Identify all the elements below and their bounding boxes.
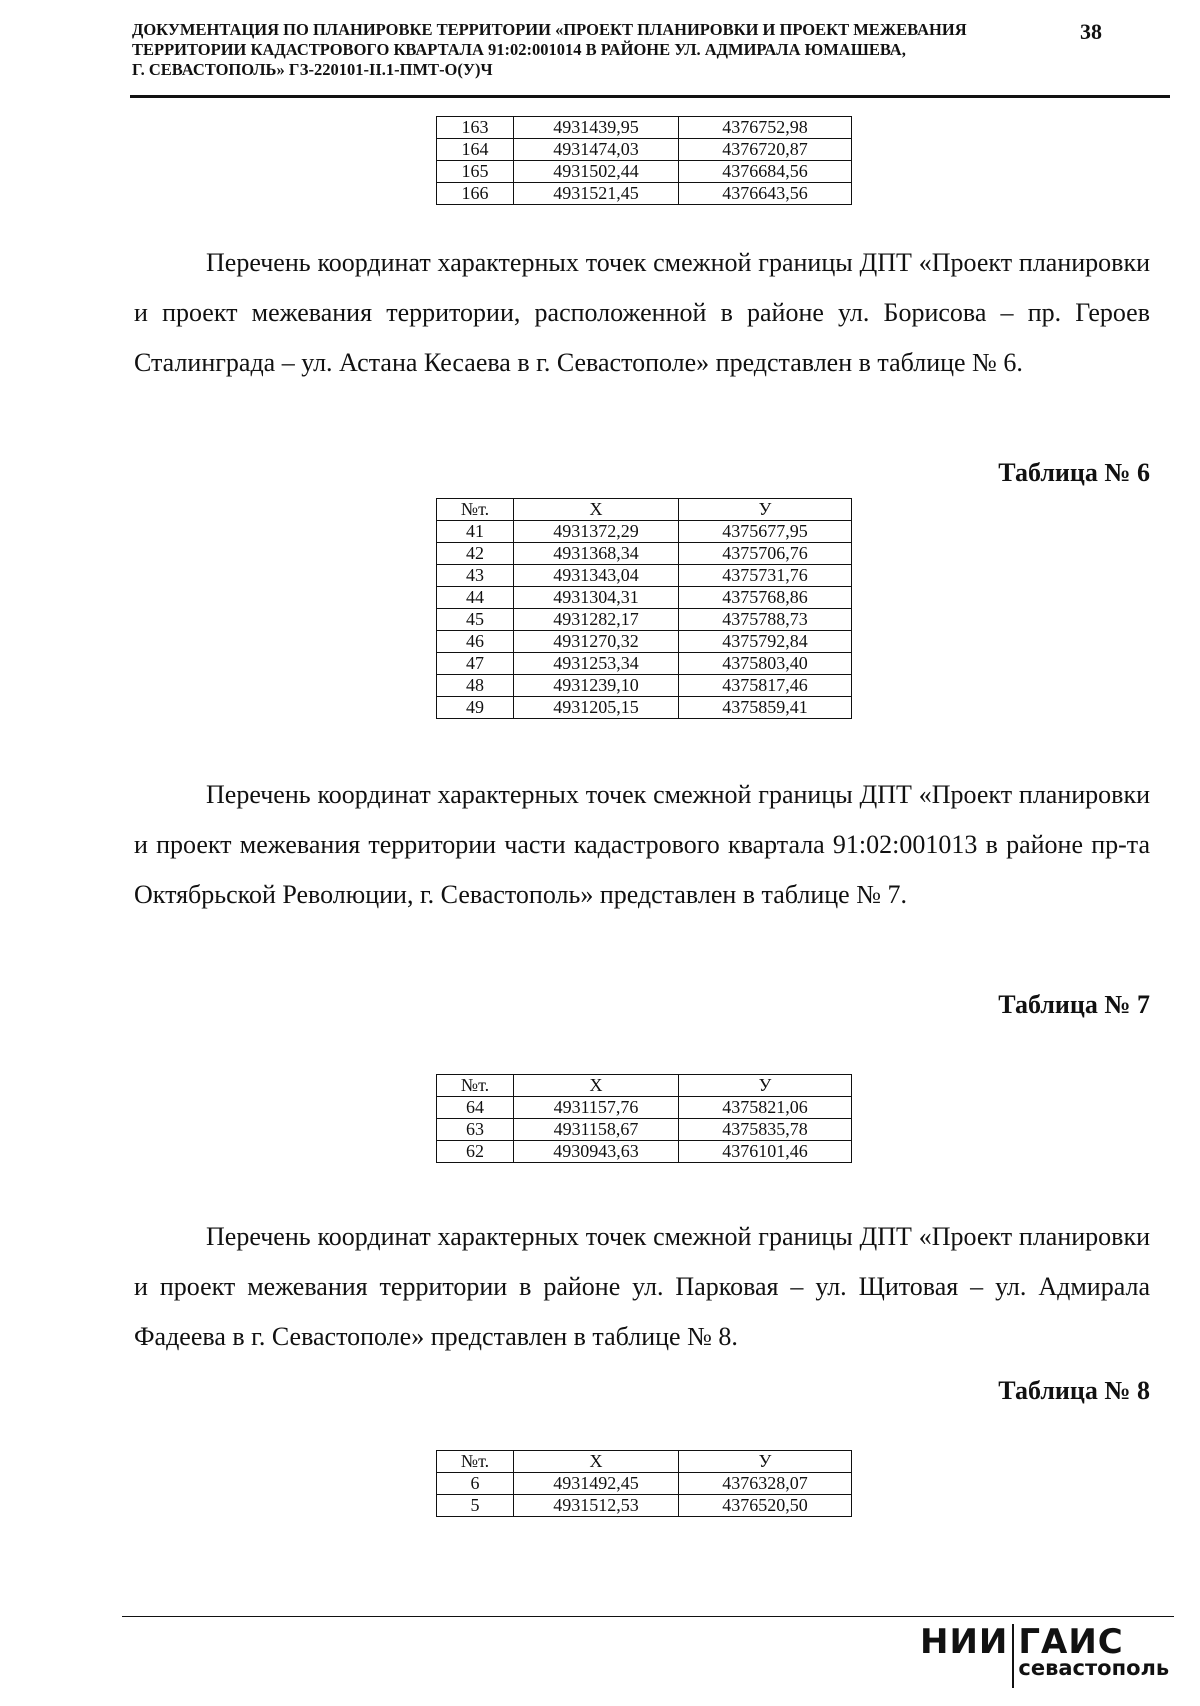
table-cell: 4930943,63: [514, 1141, 679, 1163]
table-header-cell: X: [514, 1075, 679, 1097]
header-title-line-1: ДОКУМЕНТАЦИЯ ПО ПЛАНИРОВКЕ ТЕРРИТОРИИ «ПРОЕКТ ПЛАНИРОВКИ И ПРОЕКТ МЕЖЕВАНИЯ: [132, 20, 967, 39]
footer-divider: [122, 1616, 1174, 1617]
table-row: [437, 609, 852, 631]
table-cell: 4931372,29: [514, 521, 679, 543]
document-header: [132, 20, 1102, 80]
table-cell: 4376328,07: [679, 1473, 852, 1495]
table-cell: 49: [437, 697, 514, 719]
table-row: [437, 1141, 852, 1163]
table-cell: 4931492,45: [514, 1473, 679, 1495]
table-cell: 4931502,44: [514, 161, 679, 183]
table-6: [436, 498, 852, 719]
table-cell: 4931343,04: [514, 565, 679, 587]
table-6-caption: Таблица № 6: [998, 458, 1150, 487]
table-cell: 4931253,34: [514, 653, 679, 675]
table-cell: 4931439,95: [514, 117, 679, 139]
logo-text-right: ГАИС: [1018, 1622, 1124, 1662]
table-row: [437, 1473, 852, 1495]
table-cell: 4931304,31: [514, 587, 679, 609]
table-header-cell: №т.: [437, 499, 514, 521]
table-cell: 163: [437, 117, 514, 139]
table-7-caption: Таблица № 7: [998, 990, 1150, 1019]
table-row: [437, 521, 852, 543]
table-cell: 4375803,40: [679, 653, 852, 675]
table-5-body: [437, 117, 852, 205]
page-number: 38: [1080, 19, 1102, 44]
table-6-body: [437, 521, 852, 719]
table-cell: 4375677,95: [679, 521, 852, 543]
table-cell: 42: [437, 543, 514, 565]
table-row: [437, 543, 852, 565]
table-7-header: [437, 1075, 852, 1097]
table-cell: 41: [437, 521, 514, 543]
table-cell: 4376101,46: [679, 1141, 852, 1163]
table-header-cell: №т.: [437, 1451, 514, 1473]
table-5-continuation: [436, 116, 852, 205]
niigais-logo: [920, 1622, 1169, 1688]
table-cell: 4375768,86: [679, 587, 852, 609]
logo-separator: [1012, 1624, 1014, 1688]
table-row: [437, 117, 852, 139]
table-header-row: [437, 1451, 852, 1473]
table-cell: 4376643,56: [679, 183, 852, 205]
table-cell: 4375835,78: [679, 1119, 852, 1141]
table-cell: 4375788,73: [679, 609, 852, 631]
table-row: [437, 697, 852, 719]
table-cell: 4376684,56: [679, 161, 852, 183]
table-cell: 4931239,10: [514, 675, 679, 697]
table-cell: 45: [437, 609, 514, 631]
table-cell: 64: [437, 1097, 514, 1119]
table-cell: 4931282,17: [514, 609, 679, 631]
table-cell: 4931205,15: [514, 697, 679, 719]
table-cell: 165: [437, 161, 514, 183]
paragraph-table-8-intro: Перечень координат характерных точек смежной границы ДПТ «Проект планировки и проект межевания территории в районе ул. Парковая – ул. Щитовая – ул. Адмирала Фадеева в г. Севастополе» представлен в таблице № 8.: [134, 1222, 1150, 1351]
table-header-cell: У: [679, 499, 852, 521]
table-cell: 48: [437, 675, 514, 697]
table-cell: 4375706,76: [679, 543, 852, 565]
table-8-header: [437, 1451, 852, 1473]
table-cell: 4376752,98: [679, 117, 852, 139]
table-cell: 166: [437, 183, 514, 205]
table-8-body: [437, 1473, 852, 1517]
table-cell: 4931474,03: [514, 139, 679, 161]
table-header-cell: №т.: [437, 1075, 514, 1097]
table-cell: 4375731,76: [679, 565, 852, 587]
table-row: [437, 1495, 852, 1517]
table-cell: 4376520,50: [679, 1495, 852, 1517]
table-cell: 5: [437, 1495, 514, 1517]
table-cell: 4931158,67: [514, 1119, 679, 1141]
table-cell: 46: [437, 631, 514, 653]
paragraph-table-6-intro: Перечень координат характерных точек смежной границы ДПТ «Проект планировки и проект межевания территории, расположенной в районе ул. Борисова – пр. Героев Сталинграда – ул. Астана Кесаева в г. Севастополе» представлен в таблице № 6.: [134, 248, 1150, 377]
table-header-row: [437, 499, 852, 521]
table-row: [437, 139, 852, 161]
table-cell: 4931368,34: [514, 543, 679, 565]
header-divider: [130, 95, 1170, 98]
table-header-row: [437, 1075, 852, 1097]
table-header-cell: X: [514, 1451, 679, 1473]
table-header-cell: У: [679, 1075, 852, 1097]
table-row: [437, 1097, 852, 1119]
paragraph-table-7-intro: Перечень координат характерных точек смежной границы ДПТ «Проект планировки и проект межевания территории части кадастрового квартала 91:02:001013 в районе пр-та Октябрьской Революции, г. Севастополь» представлен в таблице № 7.: [134, 780, 1150, 909]
table-cell: 4375817,46: [679, 675, 852, 697]
table-cell: 4931521,45: [514, 183, 679, 205]
table-8-caption: Таблица № 8: [998, 1376, 1150, 1405]
table-row: [437, 675, 852, 697]
table-header-cell: У: [679, 1451, 852, 1473]
table-cell: 4375859,41: [679, 697, 852, 719]
logo-right-block: [1018, 1622, 1169, 1680]
table-row: [437, 161, 852, 183]
table-row: [437, 1119, 852, 1141]
table-cell: 62: [437, 1141, 514, 1163]
table-cell: 44: [437, 587, 514, 609]
table-8: [436, 1450, 852, 1517]
table-cell: 4931157,76: [514, 1097, 679, 1119]
logo-subtitle: севастополь: [1018, 1656, 1170, 1680]
table-6-header: [437, 499, 852, 521]
table-cell: 47: [437, 653, 514, 675]
table-cell: 6: [437, 1473, 514, 1495]
table-cell: 4931270,32: [514, 631, 679, 653]
table-cell: 164: [437, 139, 514, 161]
table-cell: 43: [437, 565, 514, 587]
table-header-cell: X: [514, 499, 679, 521]
table-7-body: [437, 1097, 852, 1163]
header-title-line-2: ТЕРРИТОРИИ КАДАСТРОВОГО КВАРТАЛА 91:02:001014 В РАЙОНЕ УЛ. АДМИРАЛА ЮМАШЕВА,: [132, 40, 906, 59]
table-row: [437, 653, 852, 675]
table-cell: 4376720,87: [679, 139, 852, 161]
table-cell: 4375792,84: [679, 631, 852, 653]
table-7: [436, 1074, 852, 1163]
logo-text-left: НИИ: [920, 1622, 1009, 1662]
table-cell: 4375821,06: [679, 1097, 852, 1119]
header-title-line-3: Г. СЕВАСТОПОЛЬ» ГЗ-220101-II.1-ПМТ-О(У)Ч: [132, 60, 493, 79]
table-row: [437, 565, 852, 587]
table-cell: 4931512,53: [514, 1495, 679, 1517]
table-row: [437, 587, 852, 609]
table-row: [437, 183, 852, 205]
table-cell: 63: [437, 1119, 514, 1141]
table-row: [437, 631, 852, 653]
